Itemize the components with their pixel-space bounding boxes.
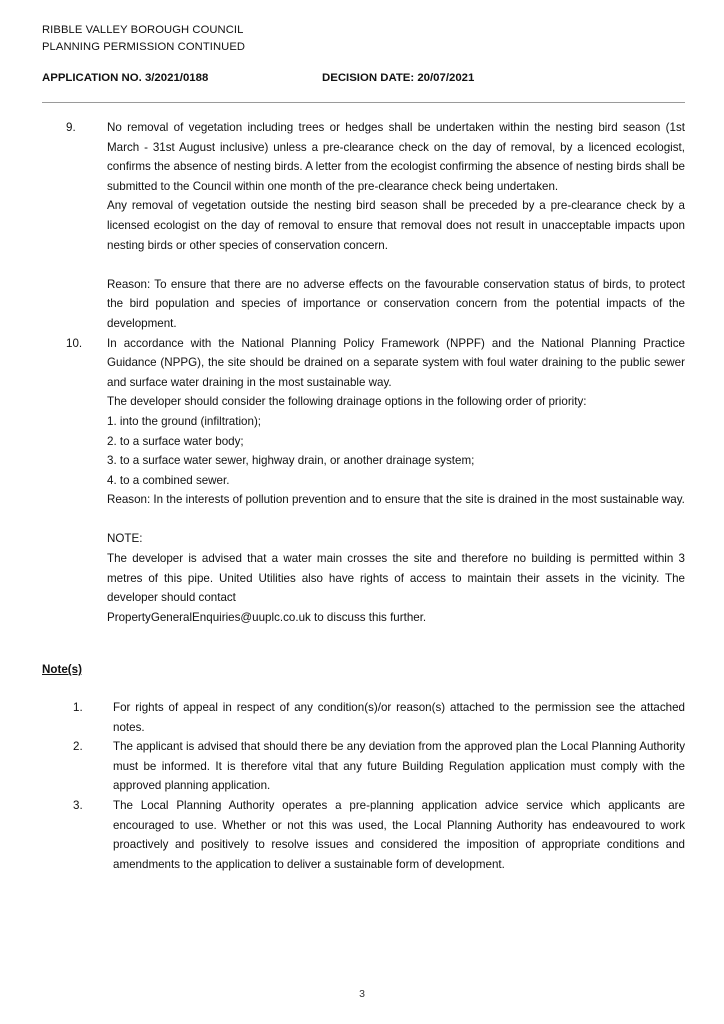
note-text: The Local Planning Authority operates a pre-planning application advice service which applicants are encouraged to use. Whether or not this was used, the Local Planning Authority has endeavoured to work proactively and positively to resolve issues and considered the imposition of appropriate conditions and amendments to the application to deliver a sustainable form of development. — [113, 798, 685, 871]
note-body: The developer is advised that a water main crosses the site and therefore no building is permitted within 3 metres of this pipe. United Utilities also have rights of access to maintain their assets in the vicinity. The developer should contact — [107, 552, 685, 605]
condition-item-9 — [42, 118, 685, 334]
condition-number: 10. — [66, 336, 83, 350]
decision-date: DECISION DATE: 20/07/2021 — [322, 72, 475, 84]
note-item — [42, 796, 685, 874]
note-text: For rights of appeal in respect of any condition(s)/or reason(s) attached to the permission see the attached notes. — [113, 701, 685, 734]
note-number: 3. — [73, 798, 83, 812]
paragraph-spacer — [107, 510, 685, 530]
note-contact-email: PropertyGeneralEnquiries@uuplc.co.uk to discuss this further. — [107, 610, 427, 624]
note-number: 1. — [73, 701, 83, 714]
drainage-option: 4. to a combined sewer. — [107, 473, 230, 487]
note-number: 2. — [73, 740, 83, 754]
application-info-line — [42, 70, 685, 86]
document-header — [42, 22, 685, 56]
drainage-option: 2. to a surface water body; — [107, 434, 244, 448]
condition-paragraph: The developer should consider the following drainage options in the following order of priority: — [107, 395, 587, 409]
condition-paragraph: Any removal of vegetation outside the nesting bird season shall be preceded by a pre-clearance check by a licensed ecologist on the day of removal to ensure that removal does not result in unacceptable impacts upon nesting birds or other species of conservation concern. — [107, 199, 685, 252]
council-name: RIBBLE VALLEY BOROUGH COUNCIL — [42, 24, 244, 36]
page-number: 3 — [359, 988, 365, 1000]
note-item — [42, 698, 685, 737]
paragraph-spacer — [107, 255, 685, 275]
condition-paragraph: No removal of vegetation including trees or hedges shall be undertaken within the nesting bird season (1st March - 31st August inclusive) unless a pre-clearance check on the day of removal, by a licenced ecologist, confirms the absence of nesting birds. A letter from the ecologist confirming the absence of nesting birds shall be submitted to the Council within one month of the pre-clearance check being undertaken. — [107, 121, 685, 193]
document-subtitle: PLANNING PERMISSION CONTINUED — [42, 41, 246, 53]
conditions-list — [42, 118, 685, 627]
condition-paragraph: In accordance with the National Planning Policy Framework (NPPF) and the National Planning Practice Guidance (NPPG), the site should be drained on a separate system with foul water draining to the public sewer and surface water draining in the most sustainable way. — [107, 336, 685, 389]
application-number: APPLICATION NO. 3/2021/0188 — [42, 72, 209, 84]
drainage-option: 1. into the ground (infiltration); — [107, 414, 262, 428]
note-text: The applicant is advised that should there be any deviation from the approved plan the Local Planning Authority must be informed. It is therefore vital that any future Building Regulation application must comply with the approved planning application. — [113, 740, 685, 793]
condition-number: 9. — [66, 121, 76, 134]
condition-item-10 — [42, 334, 685, 628]
note-item — [42, 737, 685, 796]
drainage-option: 3. to a surface water sewer, highway drain, or another drainage system; — [107, 454, 475, 468]
condition-reason: Reason: In the interests of pollution prevention and to ensure that the site is drained in the most sustainable way. — [107, 493, 685, 507]
notes-section-heading: Note(s) — [42, 663, 82, 676]
condition-reason: Reason: To ensure that there are no adverse effects on the favourable conservation status of birds, to protect the bird population and species of importance or conservation concern from the potential impacts of the development. — [107, 277, 685, 330]
note-label: NOTE: — [107, 532, 143, 546]
header-divider — [42, 102, 685, 103]
notes-list — [42, 698, 685, 874]
